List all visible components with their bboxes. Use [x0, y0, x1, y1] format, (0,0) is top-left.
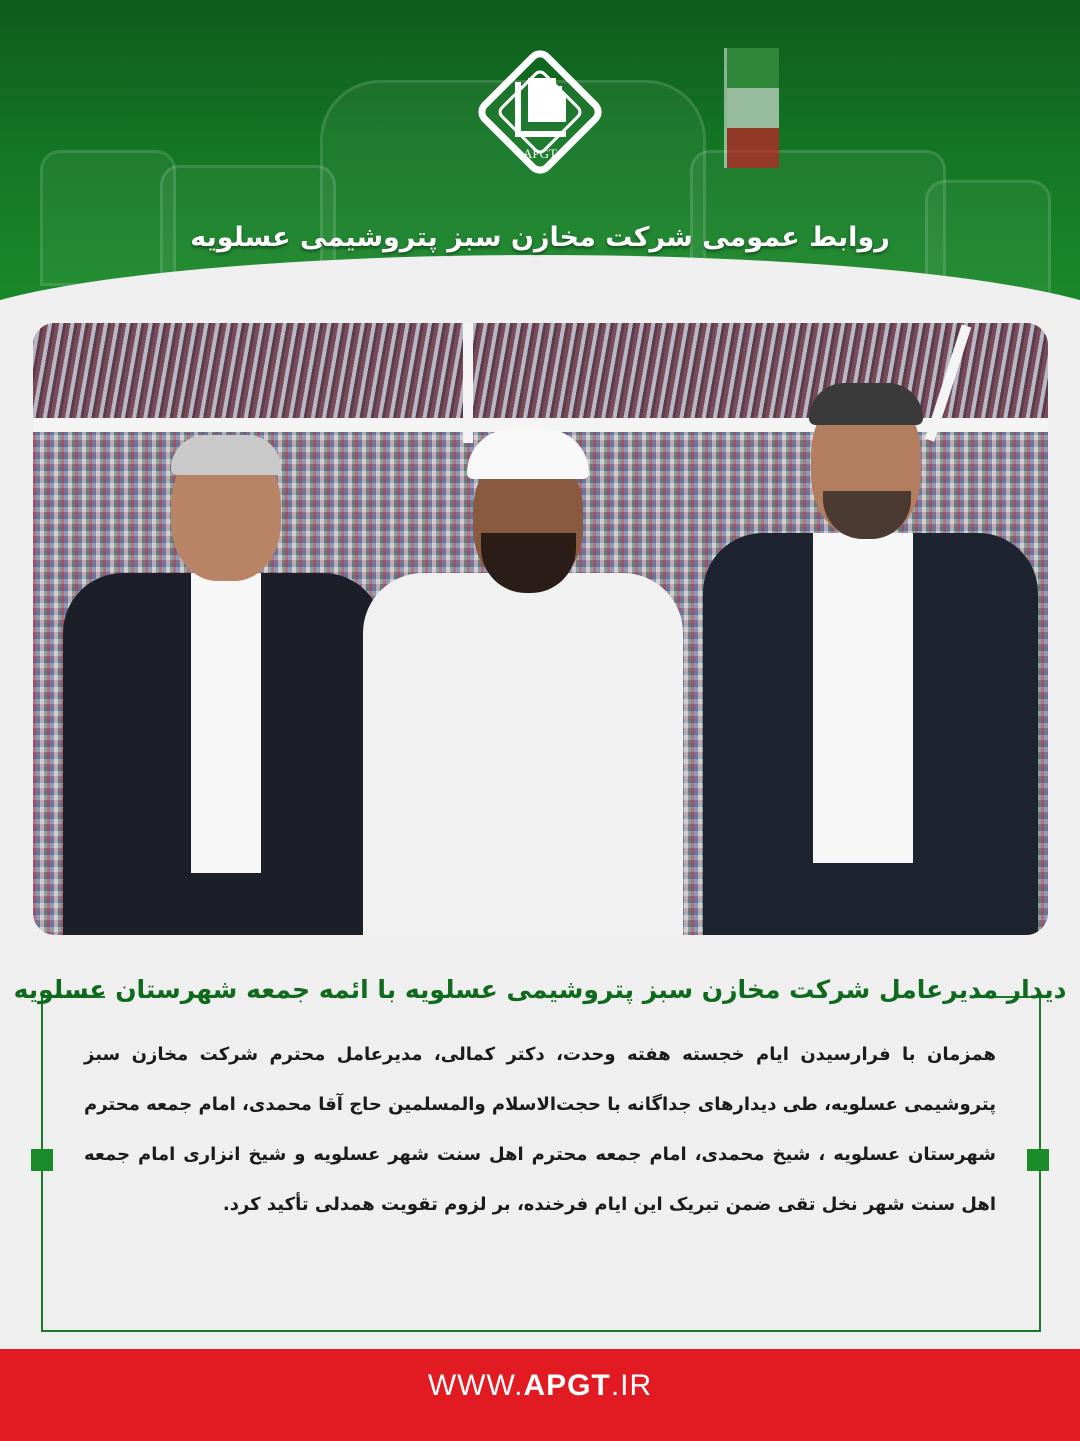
frame-square-right — [1027, 1149, 1049, 1171]
person-left — [63, 433, 393, 935]
article-body: همزمان با فرارسیدن ایام خجسته هفته وحدت، دکتر کمالی، مدیرعامل محترم شرکت مخازن سبز پتروشیمی عسلویه، طی دیدارهای جداگانه با حجت‌الاسلام والمسلمین حاج آقا محمدی، امام جمعه محترم شهرستان عسلویه ، شیخ محمدی، امام جمعه محترم اهل سنت شهر عسلویه و شیخ انزاری امام جمعه اهل سنت شهر نخل تقی ضمن تبریک این ایام فرخنده، بر لزوم تقویت همدلی تأکید کرد. — [84, 1044, 996, 1215]
frame-square-left — [31, 1149, 53, 1171]
url-prefix: WWW. — [427, 1369, 524, 1402]
apgt-logo-icon — [470, 42, 610, 182]
flag-icon — [724, 48, 779, 168]
person-right — [703, 383, 1043, 935]
meeting-photo — [33, 323, 1048, 935]
header-title: روابط عمومی شرکت مخازن سبز پتروشیمی عسلویه — [190, 222, 890, 253]
article-title: دیدار مدیرعامل شرکت مخازن سبز پتروشیمی عسلویه با ائمه جمعه شهرستان عسلویه — [13, 975, 1067, 1004]
person-middle — [363, 423, 693, 935]
url-brand: APGT — [523, 1369, 611, 1402]
logo-text: APGT — [523, 146, 557, 161]
header-banner — [0, 0, 1080, 310]
url-suffix: .IR — [610, 1369, 653, 1402]
storage-tank-graphic — [40, 150, 176, 286]
website-link[interactable] — [0, 1369, 1080, 1403]
